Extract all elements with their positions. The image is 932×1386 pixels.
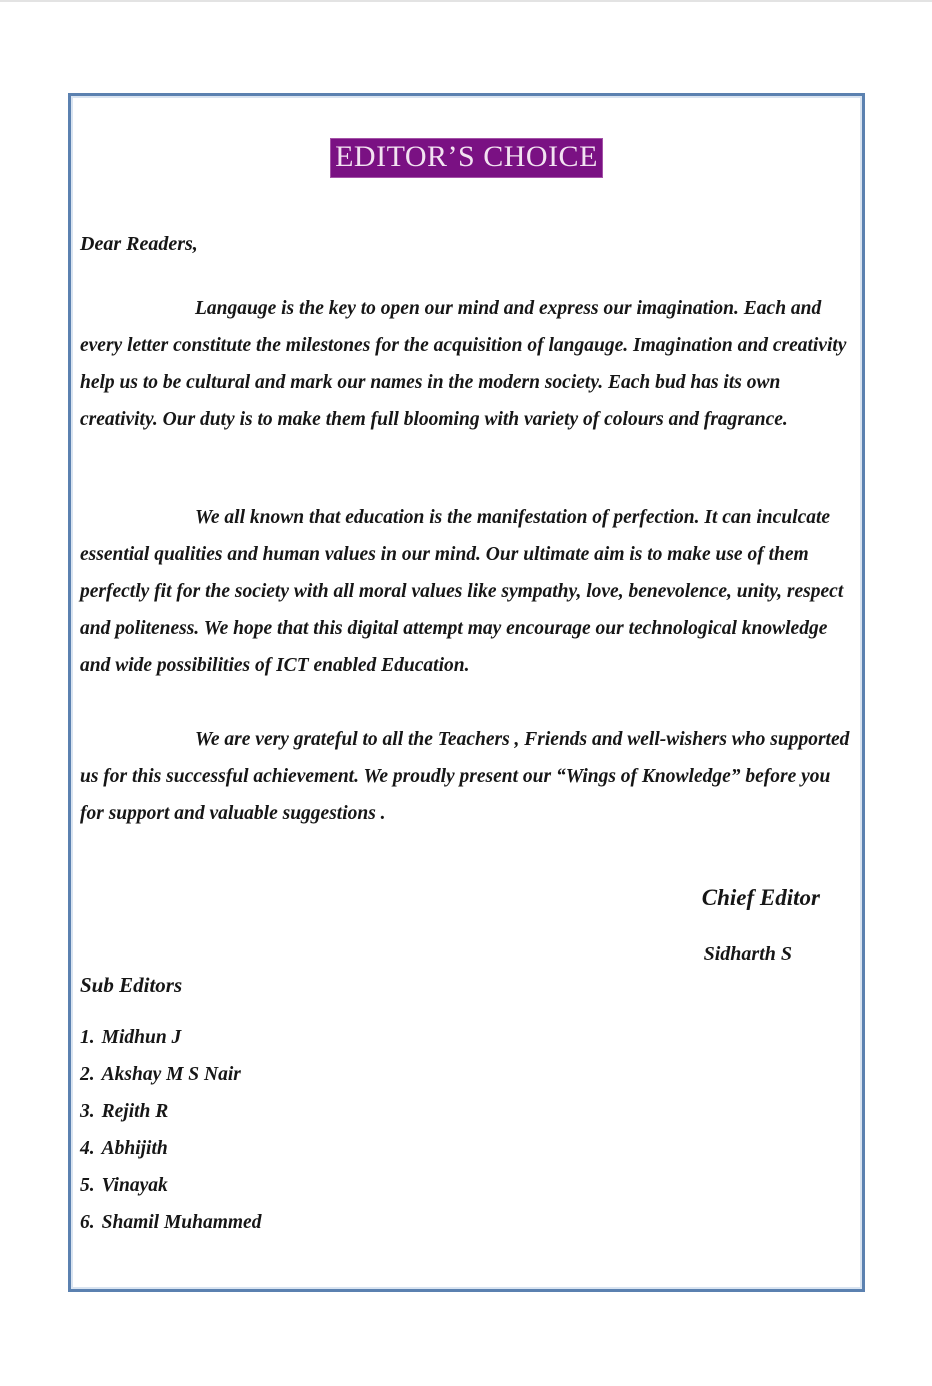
- list-item: [80, 1056, 853, 1093]
- list-item-number: 3.: [80, 1101, 95, 1122]
- paragraph-language: Langauge is the key to open our mind and express our imagination. Each and every letter constitute the milestones for the acquisition of langauge. Imagination and creativity help us to be cultural and mark our names in the modern society. Each bud has its own creativity. Our duty is to make them full blooming with variety of colours and fragrance.: [80, 298, 847, 430]
- page-top-edge: [0, 0, 932, 2]
- sub-editor-name: Rejith R: [101, 1101, 169, 1122]
- list-item-number: 5.: [80, 1175, 95, 1196]
- list-item: [80, 1093, 853, 1130]
- list-item: [80, 1019, 853, 1056]
- sub-editors-list: [80, 1019, 853, 1241]
- sub-editor-name: Abhijith: [101, 1138, 168, 1159]
- salutation: Dear Readers,: [80, 233, 198, 255]
- chief-editor-title: Chief Editor: [701, 885, 820, 910]
- document-border-frame: [68, 93, 865, 1292]
- sub-editor-name: Akshay M S Nair: [101, 1064, 241, 1085]
- sub-editor-name: Vinayak: [101, 1175, 168, 1196]
- list-item: [80, 1204, 853, 1241]
- page-title: EDITOR’S CHOICE: [330, 138, 603, 178]
- sub-editor-name: Midhun J: [101, 1027, 182, 1048]
- title-row: [71, 138, 862, 178]
- list-item: [80, 1167, 853, 1204]
- list-item: [80, 1130, 853, 1167]
- paragraph-gratitude: We are very grateful to all the Teachers , Friends and well-wishers who supported us for this successful achievement. We proudly present our “Wings of Knowledge” before you for support and valuable suggestions .: [80, 729, 850, 824]
- list-item-number: 4.: [80, 1138, 95, 1159]
- list-item-number: 1.: [80, 1027, 95, 1048]
- list-item-number: 6.: [80, 1212, 95, 1233]
- paragraph-education: We all known that education is the manifestation of perfection. It can inculcate essential qualities and human values in our mind. Our ultimate aim is to make use of them perfectly fit for the society with all moral values like sympathy, love, benevolence, unity, respect and politeness. We hope that this digital attempt may encourage our technological knowledge and wide possibilities of ICT enabled Education.: [80, 507, 844, 676]
- sub-editors-heading: Sub Editors: [80, 973, 183, 997]
- sub-editor-name: Shamil Muhammed: [101, 1212, 262, 1233]
- chief-editor-name: Sidharth S: [703, 943, 792, 965]
- list-item-number: 2.: [80, 1064, 95, 1085]
